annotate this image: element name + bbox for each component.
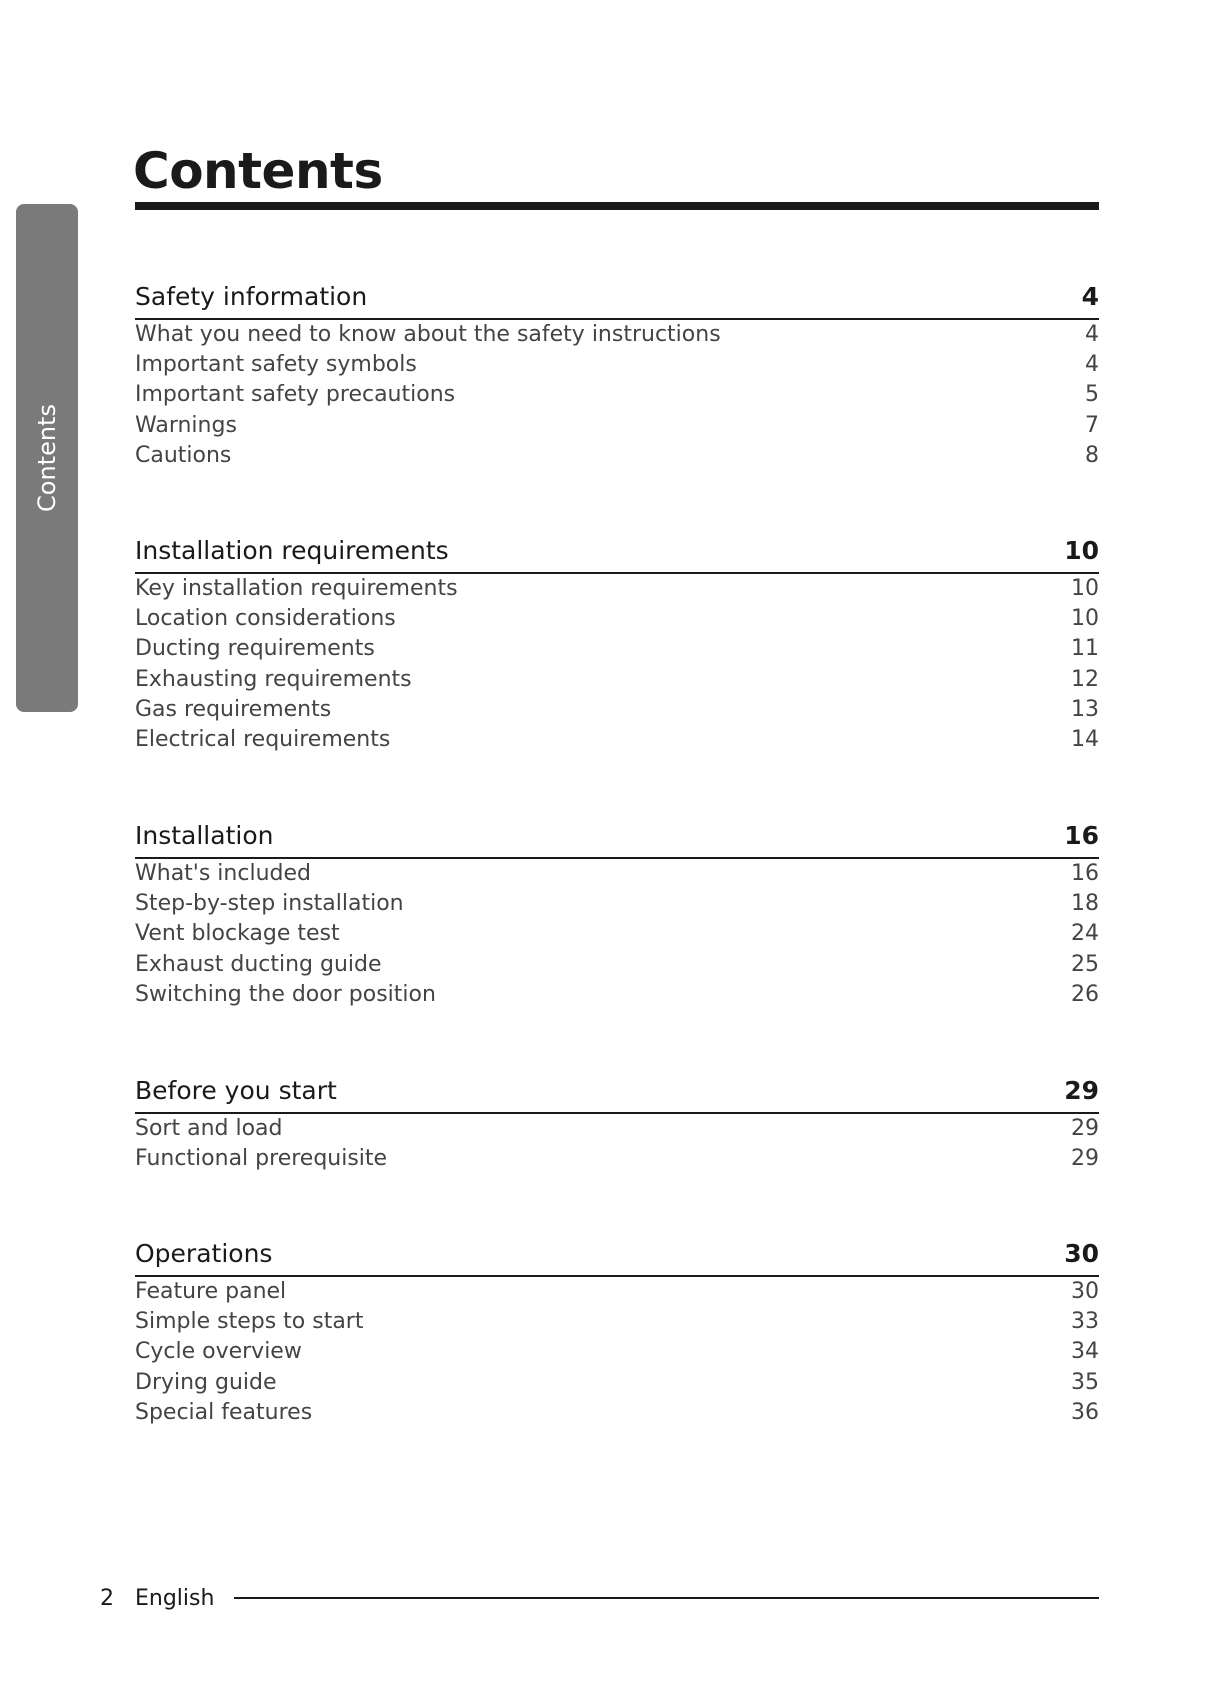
toc-entry-page: 26 xyxy=(1071,981,1099,1007)
toc-entry-page: 16 xyxy=(1071,861,1099,886)
toc-entry-label: Gas requirements xyxy=(135,696,332,722)
toc-entry[interactable] xyxy=(135,1144,1099,1174)
toc-entry-label: Feature panel xyxy=(135,1279,287,1304)
toc-entry-page: 4 xyxy=(1085,352,1099,378)
title-rule xyxy=(135,202,1099,210)
footer-page-number: 2 xyxy=(100,1585,114,1611)
toc-entry[interactable] xyxy=(135,1368,1099,1398)
section-title: Installation xyxy=(135,821,274,850)
toc-entry-label: Cycle overview xyxy=(135,1339,302,1365)
toc-entry-page: 25 xyxy=(1071,951,1099,977)
toc-entry-label: What's included xyxy=(135,861,311,886)
toc-entry-label: Warnings xyxy=(135,412,237,438)
toc-entry-label: Exhausting requirements xyxy=(135,666,412,692)
toc-entry-label: Cautions xyxy=(135,442,232,468)
toc-entry[interactable] xyxy=(135,980,1099,1010)
toc-entry-page: 36 xyxy=(1071,1399,1099,1425)
section-heading[interactable] xyxy=(135,1074,1099,1114)
toc-entry[interactable] xyxy=(135,950,1099,980)
toc-section-operations xyxy=(135,1237,1099,1428)
section-heading[interactable] xyxy=(135,280,1099,320)
toc-entry-label: Ducting requirements xyxy=(135,636,375,662)
toc-entry[interactable] xyxy=(135,1307,1099,1337)
toc-entry-label: Drying guide xyxy=(135,1369,277,1395)
toc-entry-label: Vent blockage test xyxy=(135,921,340,947)
toc-entry[interactable] xyxy=(135,320,1099,350)
toc-entry-page: 11 xyxy=(1071,636,1099,662)
toc-entry[interactable] xyxy=(135,350,1099,380)
toc-entry-page: 30 xyxy=(1071,1279,1099,1304)
section-page-number: 30 xyxy=(1064,1239,1099,1268)
toc-entry-page: 10 xyxy=(1071,576,1099,601)
toc-entry-label: Exhaust ducting guide xyxy=(135,951,382,977)
toc-section-safety-information xyxy=(135,280,1099,471)
toc-entry[interactable] xyxy=(135,441,1099,471)
toc-entry-label: Sort and load xyxy=(135,1116,283,1141)
toc-entry-label: Switching the door position xyxy=(135,981,436,1007)
toc-entry[interactable] xyxy=(135,1398,1099,1428)
page-footer xyxy=(100,1580,1099,1616)
toc-entry-label: Important safety symbols xyxy=(135,352,417,378)
section-title: Safety information xyxy=(135,282,368,311)
section-heading[interactable] xyxy=(135,534,1099,574)
toc-entry[interactable] xyxy=(135,919,1099,949)
toc-entry-page: 10 xyxy=(1071,606,1099,632)
toc-entry-page: 29 xyxy=(1071,1116,1099,1141)
toc-entry-page: 34 xyxy=(1071,1339,1099,1365)
toc-section-before-you-start xyxy=(135,1074,1099,1174)
side-tab-label: Contents xyxy=(33,404,61,512)
toc-entry[interactable] xyxy=(135,859,1099,889)
toc-entry[interactable] xyxy=(135,889,1099,919)
toc-entry[interactable] xyxy=(135,665,1099,695)
toc-entry[interactable] xyxy=(135,634,1099,664)
footer-language: English xyxy=(135,1585,215,1611)
toc-entry[interactable] xyxy=(135,411,1099,441)
toc-entry-page: 4 xyxy=(1085,322,1099,347)
toc-entry-label: What you need to know about the safety instructions xyxy=(135,322,721,347)
toc-entry-page: 29 xyxy=(1071,1146,1099,1172)
toc-entry[interactable] xyxy=(135,604,1099,634)
toc-entry[interactable] xyxy=(135,380,1099,410)
section-heading[interactable] xyxy=(135,819,1099,859)
section-title: Operations xyxy=(135,1239,273,1268)
footer-rule xyxy=(234,1597,1099,1599)
toc-entry-page: 33 xyxy=(1071,1309,1099,1335)
toc-entry-page: 13 xyxy=(1071,696,1099,722)
toc-entry-page: 7 xyxy=(1085,412,1099,438)
toc-entry-page: 5 xyxy=(1085,382,1099,408)
toc-entry[interactable] xyxy=(135,695,1099,725)
section-page-number: 16 xyxy=(1064,821,1099,850)
side-tab xyxy=(16,204,78,712)
section-heading[interactable] xyxy=(135,1237,1099,1277)
toc-entry[interactable] xyxy=(135,1277,1099,1307)
section-title: Before you start xyxy=(135,1076,337,1105)
toc-entry-label: Electrical requirements xyxy=(135,727,391,753)
toc-entry-label: Step-by-step installation xyxy=(135,891,404,917)
toc-entry-page: 8 xyxy=(1085,442,1099,468)
section-page-number: 10 xyxy=(1064,536,1099,565)
toc-entry[interactable] xyxy=(135,1337,1099,1367)
toc-entry-page: 12 xyxy=(1071,666,1099,692)
toc-section-installation xyxy=(135,819,1099,1010)
toc-entry[interactable] xyxy=(135,574,1099,604)
toc-entry-label: Special features xyxy=(135,1399,313,1425)
toc-entry-label: Functional prerequisite xyxy=(135,1146,388,1172)
page-title: Contents xyxy=(133,142,383,200)
toc-entry[interactable] xyxy=(135,725,1099,755)
section-page-number: 29 xyxy=(1064,1076,1099,1105)
section-title: Installation requirements xyxy=(135,536,449,565)
toc-entry-label: Important safety precautions xyxy=(135,382,456,408)
toc-entry-page: 35 xyxy=(1071,1369,1099,1395)
toc-entry-label: Simple steps to start xyxy=(135,1309,364,1335)
toc-entry-label: Location considerations xyxy=(135,606,396,632)
toc-entry-page: 24 xyxy=(1071,921,1099,947)
section-page-number: 4 xyxy=(1081,282,1099,311)
toc-entry-label: Key installation requirements xyxy=(135,576,458,601)
toc-entry-page: 14 xyxy=(1071,727,1099,753)
toc-entry[interactable] xyxy=(135,1114,1099,1144)
toc-entry-page: 18 xyxy=(1071,891,1099,917)
toc-section-installation-requirements xyxy=(135,534,1099,755)
